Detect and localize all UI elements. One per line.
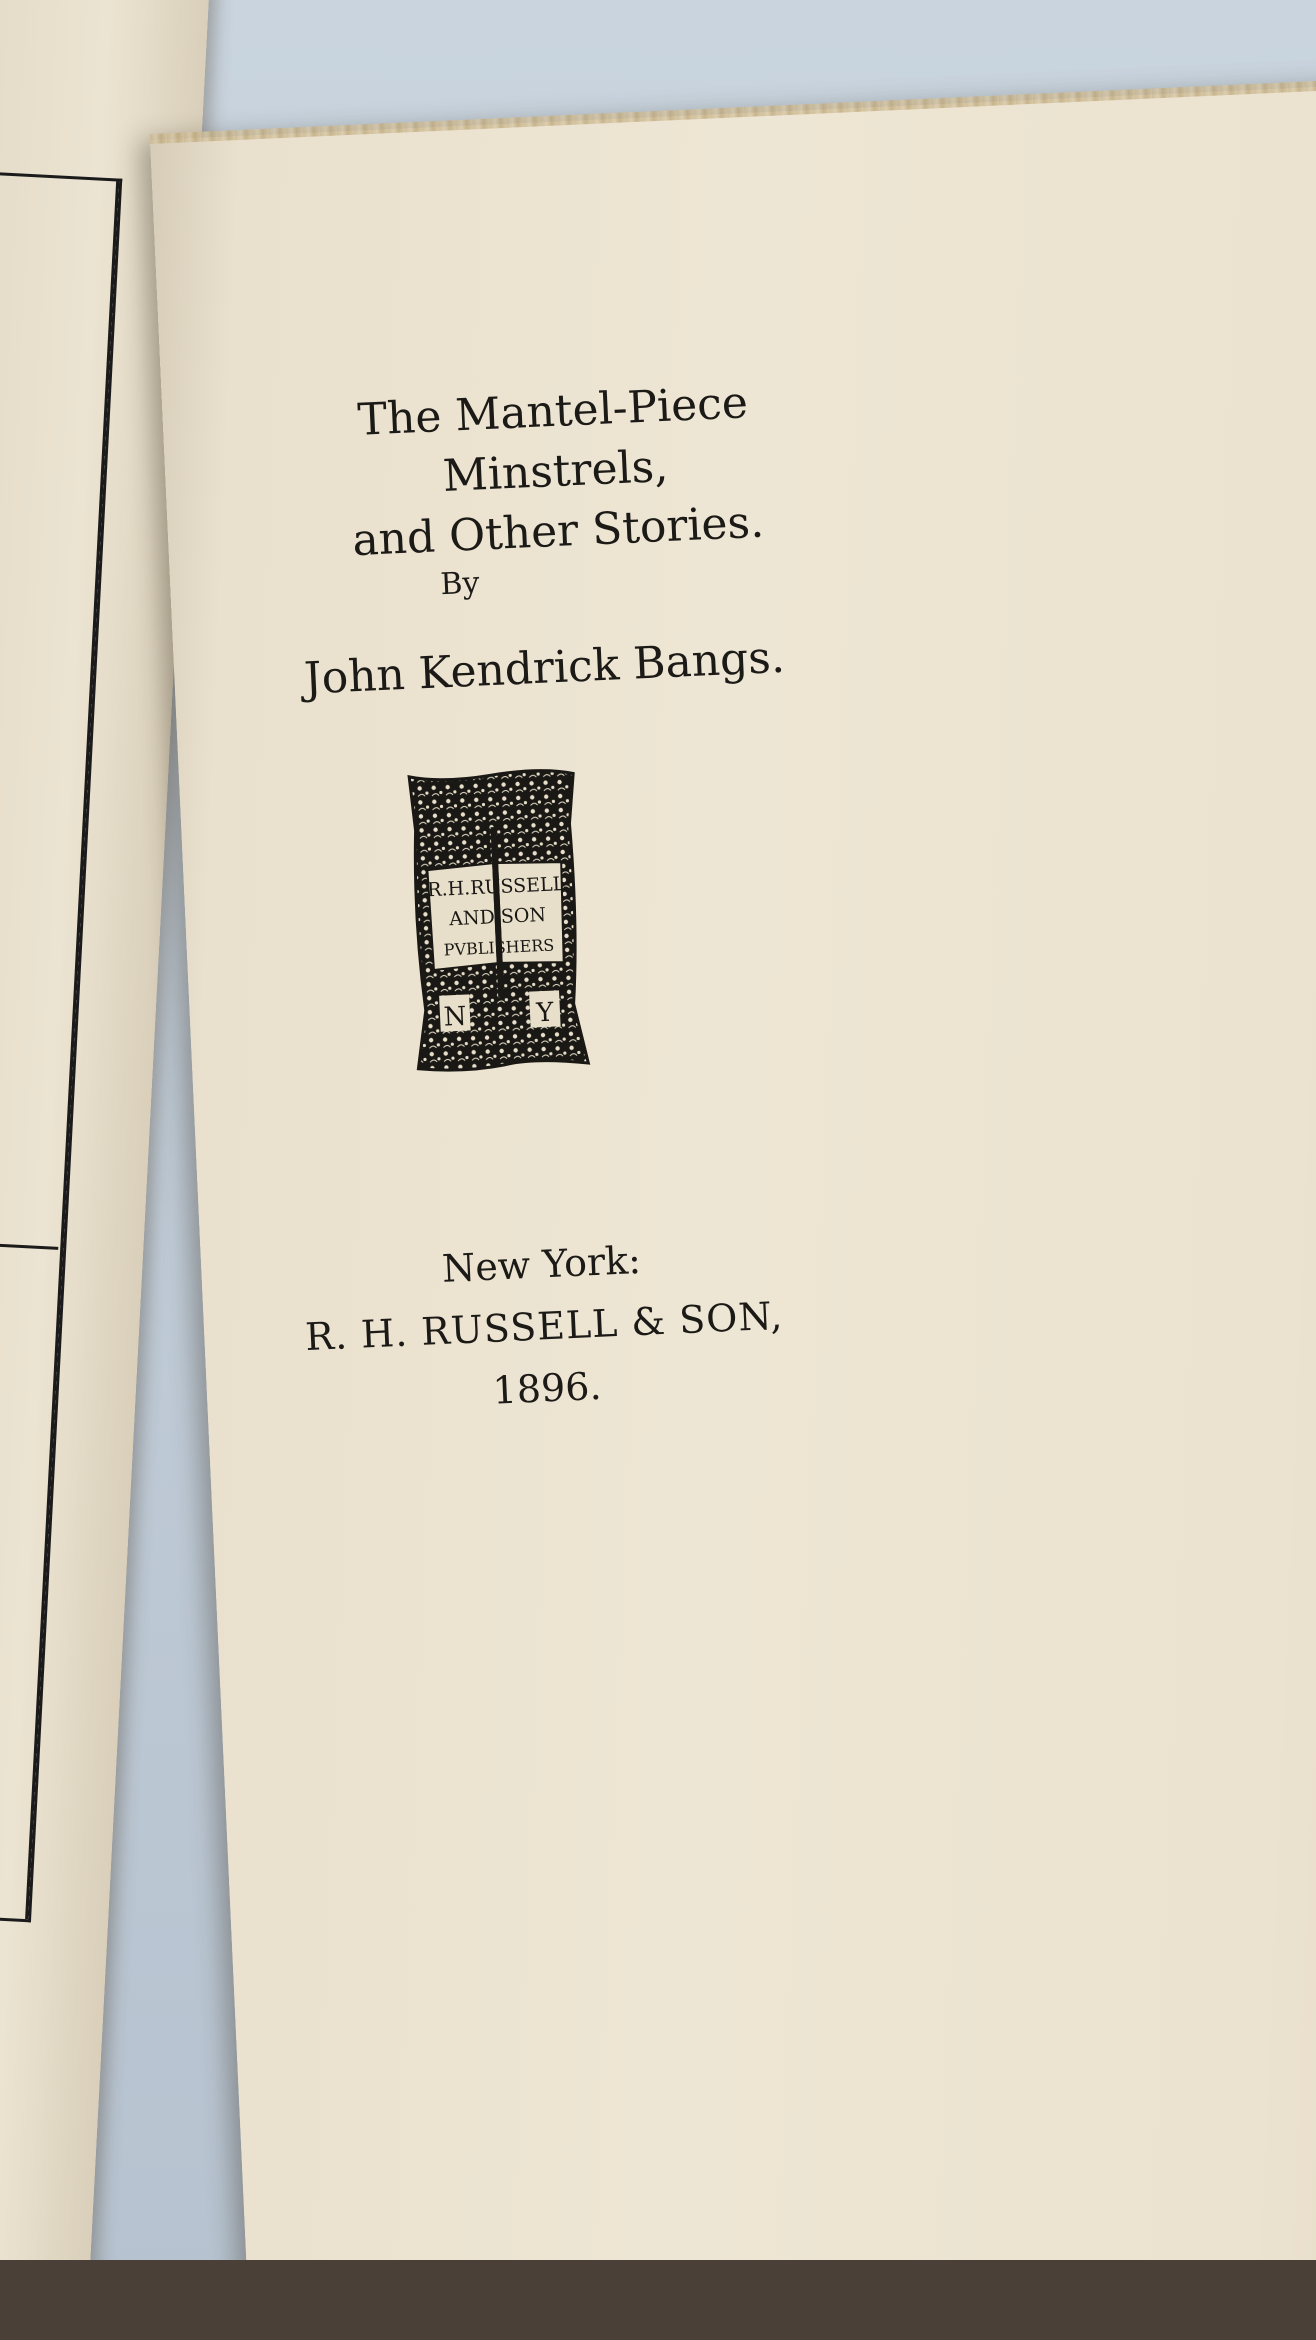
imprint-block [280,1222,808,1431]
author-name: John Kendrick Bangs. [302,631,786,705]
book-title [252,368,860,575]
device-line-1: R.H.RUSSELL [426,872,566,902]
by-label: By [439,565,481,603]
device-line-3: PVBLISHERS [443,935,555,960]
title-page-text [150,81,1316,2338]
publisher-device-emblem [401,763,593,1081]
title-line-2: and Other Stories. [351,496,766,567]
imprint-publisher: R. H. RUSSELL & SON, [304,1293,785,1360]
table-edge [0,2260,1316,2340]
title-line-1: The Mantel-Piece Minstrels, [356,377,749,503]
device-line-2: AND SON [448,903,547,931]
title-page [150,81,1316,2338]
imprint-place: New York: [441,1237,642,1291]
illustration-frame [0,170,122,1923]
device-letter-y: Y [535,997,555,1029]
imprint-year: 1896. [491,1363,603,1413]
device-letter-n: N [443,1001,468,1033]
